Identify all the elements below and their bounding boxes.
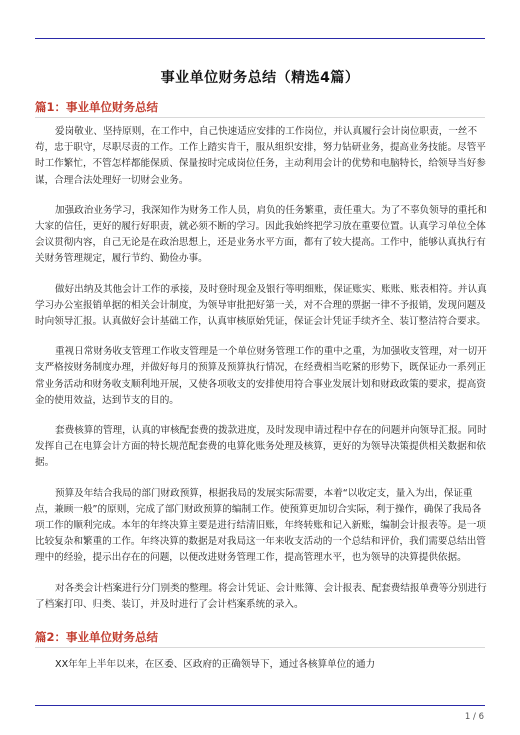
paragraph: 预算及年结合我局的部门财政预算，根据我局的发展实际需要，本着“以收定支，量入为出，保证重点，兼顾一般”的原则，完成了部门财政预算的编制工作。使预算更加切合实际，利于操作，确保了我局各项工作的顺利完成。本年的年终决算主要是进行结清旧账，年终转账和记入新账，编制会计报表等。是一项比较复杂和繁重的工作。年终决算的数据是对我局这一年来收支活动的一个总结和评价，我们需要总结出管理中的经验，提示出存在的问题，以便改进财务管理工作，提高管理水平，也为领导的决算提供依据。: [35, 487, 486, 564]
bottom-rule: [35, 705, 485, 706]
section-1-body: [35, 124, 487, 627]
section-1-divider: [35, 117, 485, 118]
section-1-heading: 篇1：事业单位财务总结: [35, 100, 159, 114]
document-title: 事业单位财务总结（精选4篇）: [160, 70, 360, 86]
section-2-divider: [35, 647, 485, 648]
section-2-heading: 篇2：事业单位财务总结: [35, 630, 159, 644]
paragraph: 对各类会计档案进行分门别类的整理。将会计凭证、会计账簿、会计报表、配套费结报单费等分别进行了档案打印、归类、装订，并及时进行了会计档案系统的录入。: [35, 582, 487, 610]
paragraph: 做好出纳及其他会计工作的承接，及时登时现金及银行等明细账，保证账实、账账、账表相符。并认真学习办公室报销单据的相关会计制度，为领导审批把好第一关，对不合理的票据一律不予报销，发现问题及时向领导汇报。认真做好会计基础工作，认真审核原始凭证，保证会计凭证手续齐全、装订整洁符合要求。: [35, 283, 487, 328]
paragraph: 爱岗敬业、坚持原则，在工作中，自己快速适应安排的工作岗位，并认真履行会计岗位职责，一丝不苟，忠于职守，尽职尽责的工作。工作上踏实肯干，服从组织安排，努力钻研业务，提高业务技能。尽管平时工作繁忙，不管怎样都能保质、保量按时完成岗位任务，主动利用会计的优势和电脑特长，给领导当好参谋，合理合法处理好一切财会业务。: [35, 126, 486, 186]
paragraph: 加强政治业务学习，我深知作为财务工作人员，肩负的任务繁重，责任重大。为了不辜负领导的重托和大家的信任，更好的履行好职责，就必须不断的学习。因此我始终把学习放在重要位置。认真学习单位全体会议贯彻内容，自己无论是在政治思想上，还是业务水平方面，都有了较大提高。工作中，能够认真执行有关财务管理规定，履行节约、勤俭办事。: [35, 204, 487, 265]
section-2-paragraph: XX年年上半年以来，在区委、区政府的正确领导下，通过各核算单位的通力: [55, 659, 376, 670]
page-number: 1 / 6: [464, 712, 484, 722]
top-rule: [35, 38, 485, 39]
paragraph: 套费核算的管理，认真的审核配套费的拨款进度，及时发现申请过程中存在的问题并向领导汇报。同时发挥自己在电算会计方面的特长规范配套费的电算化账务处理及核算，更好的为领导决策提供相关数据和依据。: [35, 425, 487, 469]
paragraph: 重视日常财务收支管理工作收支管理是一个单位财务管理工作的重中之重，为加强收支管理，对一切开支严格按财务制度办理，并做好每月的预算及预算执行情况，在经费相当吃紧的形势下，既保证办一系列正常业务活动和财务收支顺利地开展，又使各项收支的安排使用符合事业发展计划和财政政策的要求，提高资金的使用效益，达到节支的目的。: [35, 346, 487, 406]
